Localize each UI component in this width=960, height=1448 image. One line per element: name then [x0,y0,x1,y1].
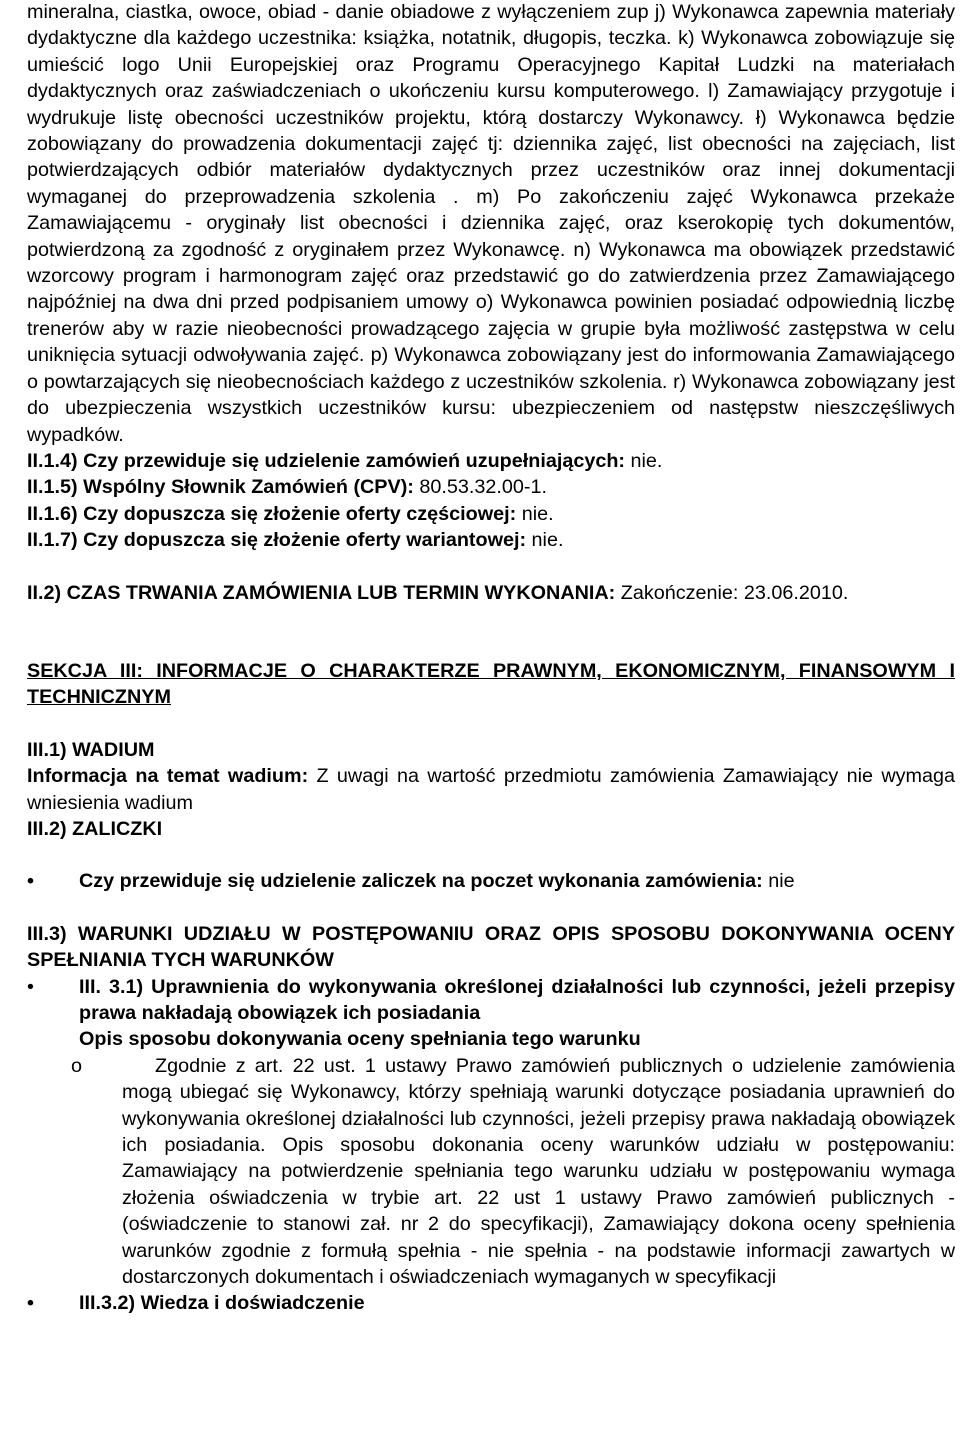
field-label: II.1.5) Wspólny Słownik Zamówień (CPV): [27,476,414,499]
condition-rights-title: • III. 3.1) Uprawnienia do wykonywania określonej działalności lub czynności, jeżeli przepisy prawa nakładają obowiązek ich posiadania [79,975,955,1024]
field-value: 80.53.32.00-1. [413,476,547,499]
field-cpv [27,474,955,500]
advances-heading-text: III.2) ZALICZKI [27,817,163,840]
term-paragraph [27,580,955,606]
field-supplementary-orders [27,448,955,474]
wadium-label: Informacja na temat wadium: [27,765,309,788]
condition-item-knowledge [27,1290,955,1316]
field-label: II.1.6) Czy dopuszcza się złożenie oferty częściowej: [27,502,517,525]
advances-list [27,868,955,894]
order-fields [27,448,955,554]
term-label: II.2) CZAS TRWANIA ZAMÓWIENIA LUB TERMIN WYKONANIA: [27,581,616,604]
wadium-heading: III.1) WADIUM [27,738,155,761]
section-3-title: SEKCJA III: INFORMACJE O CHARAKTERZE PRAWNYM, EKONOMICZNYM, FINANSOWYM I TECHNICZNYM [27,659,955,709]
conditions-heading: III.3) WARUNKI UDZIAŁU W POSTĘPOWANIU ORAZ OPIS SPOSOBU DOKONYWANIA OCENY SPEŁNIANIA TYCH WARUNKÓW [27,922,955,972]
wadium-text: Z uwagi na wartość przedmiotu zamówienia Zamawiający nie wymaga wniesienia wadium [27,765,955,814]
method-text: Zgodnie z art. 22 ust. 1 ustawy Prawo zamówień publicznych o udzielenie zamówienia mogą ubiegać się Wykonawcy, którzy spełniają warunki dotyczące posiadania uprawnień do wykonywania określonej działalności lub czynności, jeżeli przepisy prawa nakładają obowiązek ich posiadania. Opis sposobu dokonania oceny warunków udziału w postępowaniu: Zamawiający na potwierdzenie spełniania tego warunku udziału w postępowaniu wymaga złożenia oświadczenia w trybie art. 22 ust 1 ustawy Prawo zamówień publicznych - (oświadczenie to stanowi zał. nr 2 do specyfikacji), Zamawiający dokona oceny spełnienia warunków zgodnie z formułą spełnia - nie spełnia - na podstawie informacji zawartych w dostarczonych dokumentach i oświadczeniach wymaganych w specyfikacji [122,1054,955,1289]
method-list [27,1053,955,1291]
advances-question: Czy przewiduje się udzielenie zaliczek na poczet wykonania zamówienia: [79,870,763,893]
conditions-list-2 [27,1290,955,1316]
field-label: II.1.7) Czy dopuszcza się złożenie oferty wariantowej: [27,529,527,552]
conditions-list [27,974,955,1053]
intro-paragraph: mineralna, ciastka, owoce, obiad - danie obiadowe z wyłączeniem zup j) Wykonawca zapewnia materiały dydaktyczne dla każdego uczestnika: książka, notatnik, długopis, teczka. k) Wykonawca zobowiązuje się umieścić logo Unii Europejskiej oraz Programu Operacyjnego Kapitał Ludzki na materiałach dydaktycznych oraz zaświadczeniach o ukończeniu kursu komputerowego. l) Zamawiający przygotuje i wydrukuje listę obecności uczestników projektu, którą dostarczy Wykonawcy. ł) Wykonawca będzie zobowiązany do prowadzenia dokumentacji zajęć tj: dziennika zajęć, list obecności na zajęciach, list potwierdzających odbiór materiałów dydaktycznych przez uczestników oraz innej dokumentacji wymaganej do przeprowadzenia szkolenia . m) Po zakończeniu zajęć Wykonawca przekaże Zamawiającemu - oryginały list obecności i dziennika zajęć, oraz kserokopię tych dokumentów, potwierdzoną za zgodność z oryginałem przez Wykonawcę. n) Wykonawca ma obowiązek przedstawić wzorcowy program i harmonogram zajęć oraz przedstawić go do zatwierdzenia przez Zamawiającego najpóźniej na dwa dni przed podpisaniem umowy o) Wykonawca powinien posiadać odpowiednią liczbę trenerów aby w razie nieobecności prowadzącego zajęcia w grupie była możliwość zastępstwa w celu uniknięcia sytuacji odwoływania zajęć. p) Wykonawca zobowiązany jest do informowania Zamawiającego o powtarzających się nieobecnościach każdego z uczestników szkolenia. r) Wykonawca zobowiązany jest do ubezpieczenia wszystkich uczestników kursu: ubezpieczeniem od następstw nieszczęśliwych wypadków. [27,1,955,446]
field-value: nie. [526,529,564,552]
method-marker: o [71,1054,83,1077]
method-heading: Opis sposobu dokonywania oceny spełniania tego warunku [79,1028,641,1051]
term-value: Zakończenie: 23.06.2010. [615,581,849,604]
field-value: nie. [516,502,554,525]
field-value: nie. [625,449,663,472]
advances-question-item [27,868,955,894]
condition-item-rights [27,974,955,1053]
advances-answer: nie [762,870,795,893]
method-item [27,1053,955,1291]
field-variant-offer [27,527,955,553]
wadium-info [27,763,955,816]
advances-heading [27,816,955,842]
field-partial-offer [27,501,955,527]
field-label: II.1.4) Czy przewiduje się udzielenie zamówień uzupełniających: [27,449,625,472]
condition-knowledge-title: III.3.2) Wiedza i doświadczenie [79,1292,365,1315]
